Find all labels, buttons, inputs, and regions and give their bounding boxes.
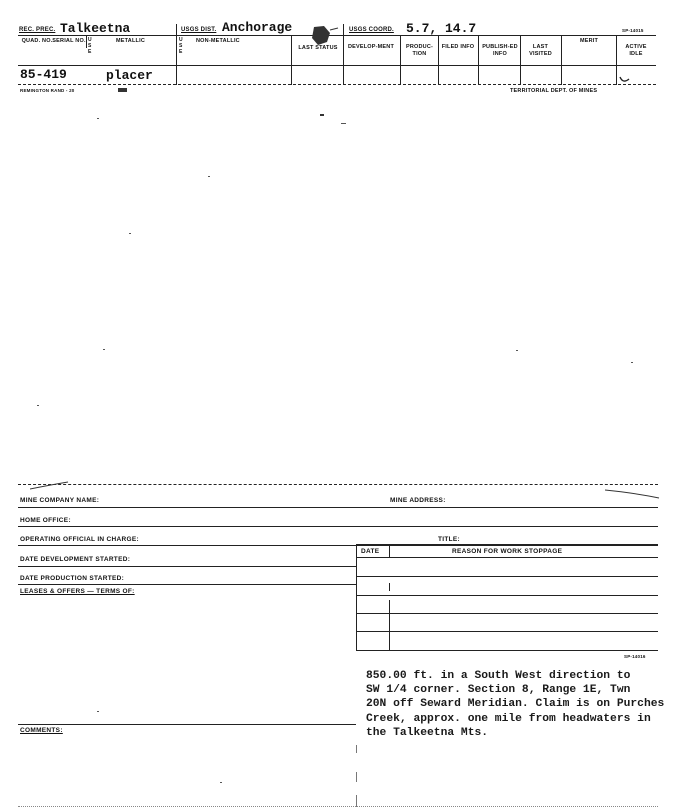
rec-prec-value: Talkeetna [60, 21, 131, 36]
operating-official-label: OPERATING OFFICIAL IN CHARGE: [20, 536, 139, 543]
mine-company-name-label: MINE COMPANY NAME: [20, 497, 100, 504]
col-serial-no: SERIAL NO. [52, 38, 86, 44]
rec-prec-label: REC. PREC. [19, 27, 56, 33]
reason-work-stoppage-label: REASON FOR WORK STOPPAGE [452, 548, 563, 555]
date-production-label: DATE PRODUCTION STARTED: [20, 575, 125, 582]
usgs-dist-value: Anchorage [222, 20, 293, 35]
record-quad-serial: 85-419 [20, 67, 67, 82]
col-development: DEVELOP-MENT [347, 44, 395, 50]
home-office-label: HOME OFFICE: [20, 517, 71, 524]
col-merit: MERIT [579, 38, 599, 44]
col-active-idle: ACTIVE IDLE [625, 44, 647, 57]
remarks-line-4: Creek, approx. one mile from headwaters in [366, 712, 651, 725]
check-mark-icon [618, 73, 632, 85]
date-development-label: DATE DEVELOPMENT STARTED: [20, 556, 131, 563]
col-last-visited: LAST VISITED [529, 44, 552, 57]
printer-text: REMINGTON RAND - 20 [20, 88, 75, 93]
mine-address-label: MINE ADDRESS: [390, 497, 446, 504]
curl-line [30, 480, 70, 490]
title-label: TITLE: [438, 536, 461, 543]
printer-code [118, 88, 127, 92]
form-code-bottom: SP-14016 [624, 654, 646, 659]
record-metallic: placer [106, 68, 153, 83]
leases-offers-label: LEASES & OFFERS — TERMS OF: [20, 588, 135, 595]
comments-label: COMMENTS: [20, 727, 63, 734]
col-use-left: U S E [88, 37, 92, 55]
col-quad-no: QUAD. NO. [21, 38, 53, 44]
col-metallic: METALLIC [116, 38, 145, 44]
form-code-top: SP-14015 [622, 28, 644, 33]
remarks-text [366, 669, 664, 740]
remarks-line-5: the Talkeetna Mts. [366, 726, 489, 739]
usgs-coord-value: 5.7, 14.7 [406, 21, 477, 36]
col-filed-info: FILED INFO [441, 44, 475, 50]
remarks-line-2: SW 1/4 corner. Section 8, Range 1E, Twn [366, 684, 631, 697]
col-published-info: PUBLISH-ED INFO [482, 44, 518, 57]
col-use-right: U S E [179, 37, 183, 55]
col-production: PRODUC-TION [405, 44, 434, 57]
curl-line-right [605, 488, 660, 500]
date-column-label: DATE [361, 548, 380, 555]
col-non-metallic: NON-METALLIC [196, 38, 240, 44]
usgs-dist-label: USGS DIST. [181, 27, 217, 33]
col-last-status: LAST STATUS [298, 45, 338, 51]
dept-text: TERRITORIAL DEPT. OF MINES [510, 88, 598, 94]
remarks-line-3: 20N off Seward Meridian. Claim is on Purches [366, 698, 665, 711]
ink-blot [300, 24, 340, 48]
usgs-coord-label: USGS COORD. [349, 27, 394, 33]
remarks-line-1: 850.00 ft. in a South West direction to [366, 670, 631, 682]
